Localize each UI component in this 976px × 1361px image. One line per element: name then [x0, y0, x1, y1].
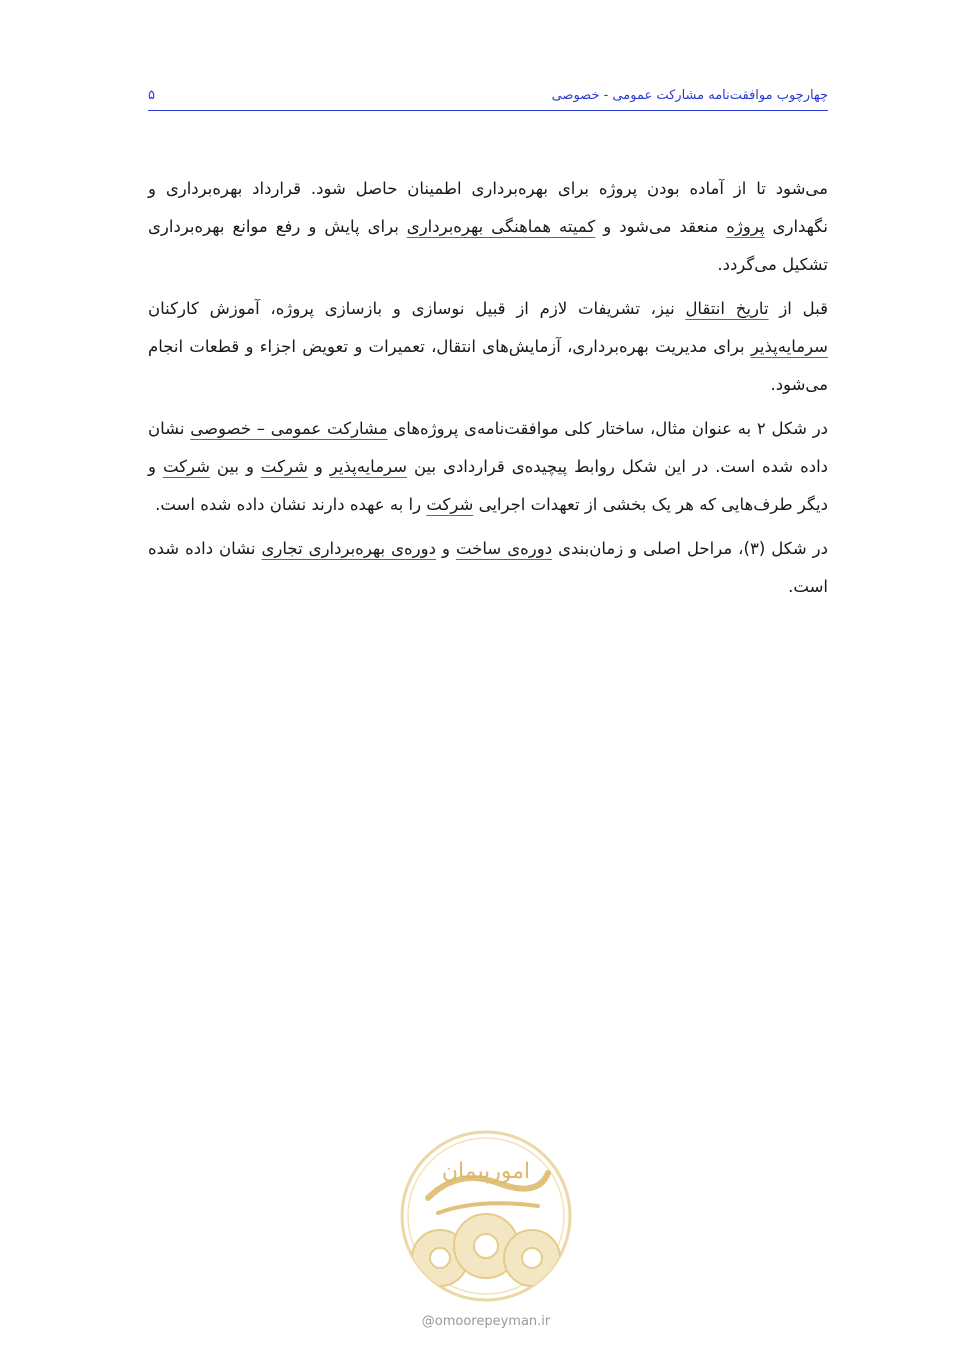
text-segment: برای پایش و رفع موانع بهره‌برداری تشکیل می‌گردد.: [148, 217, 828, 274]
text-segment: قبل از: [768, 299, 829, 318]
header-title: چهارچوب موافقت‌نامه مشارکت عمومی - خصوصی: [551, 88, 828, 103]
text-segment: نشان داده شده است.: [148, 539, 828, 596]
linked-term[interactable]: شرکت: [426, 495, 474, 514]
paragraph: [148, 170, 828, 284]
text-segment: می‌شود تا از آماده بودن پروژه برای بهره‌برداری اطمینان حاصل شود. قرارداد بهره‌برداری و نگهداری: [148, 179, 828, 236]
linked-term[interactable]: دوره‌ی بهره‌برداری تجاری: [261, 539, 436, 558]
text-segment: و بین: [209, 457, 261, 476]
linked-term[interactable]: دوره‌ی ساخت: [455, 539, 553, 558]
linked-term[interactable]: پروژه: [726, 217, 765, 236]
page-number: ۵: [148, 88, 155, 103]
linked-term[interactable]: مشارکت عمومی – خصوصی: [190, 419, 388, 438]
website-url: @omoorepeyman.ir: [421, 1314, 551, 1329]
paragraph: [148, 410, 828, 524]
text-segment: نیز، تشریفات لازم از قبیل نوسازی و بازسازی پروژه، آموزش کارکنان: [148, 299, 686, 318]
text-segment: و: [307, 457, 330, 476]
body-text: [148, 170, 828, 612]
text-segment: در شکل ۲ به عنوان مثال، ساختار کلی موافقت‌نامه‌ی پروژه‌های: [387, 419, 829, 438]
text-segment: را به عهده دارند نشان داده شده است.: [155, 495, 427, 514]
gear-icon: [504, 1230, 560, 1286]
text-segment: و: [435, 539, 456, 558]
linked-term[interactable]: شرکت: [162, 457, 210, 476]
text-segment: و دیگر طرف‌هایی که هر یک بخشی از تعهدات اجرایی: [148, 457, 828, 514]
paragraph: [148, 290, 828, 404]
watermark-logo: [398, 1128, 574, 1304]
paragraph: [148, 530, 828, 606]
linked-term[interactable]: کمیته هماهنگی بهره‌برداری: [406, 217, 596, 236]
text-segment: منعقد می‌شود و: [595, 217, 727, 236]
page-header: [148, 86, 828, 111]
linked-term[interactable]: شرکت: [260, 457, 308, 476]
logo-text: امورپیمان: [441, 1159, 531, 1184]
linked-term[interactable]: سرمایه‌پذیر: [750, 337, 828, 356]
linked-term[interactable]: تاریخ انتقال: [685, 299, 769, 318]
text-segment: نشان داده شده است. در این شکل روابط پیچیده‌ی قراردادی بین: [148, 419, 828, 476]
text-segment: در شکل (۳)، مراحل اصلی و زمان‌بندی: [552, 539, 828, 558]
linked-term[interactable]: سرمایه‌پذیر: [329, 457, 407, 476]
text-segment: برای مدیریت بهره‌برداری، آزمایش‌های انتقال، تعمیرات و تعویض اجزاء و قطعات انجام می‌شود.: [148, 337, 828, 394]
